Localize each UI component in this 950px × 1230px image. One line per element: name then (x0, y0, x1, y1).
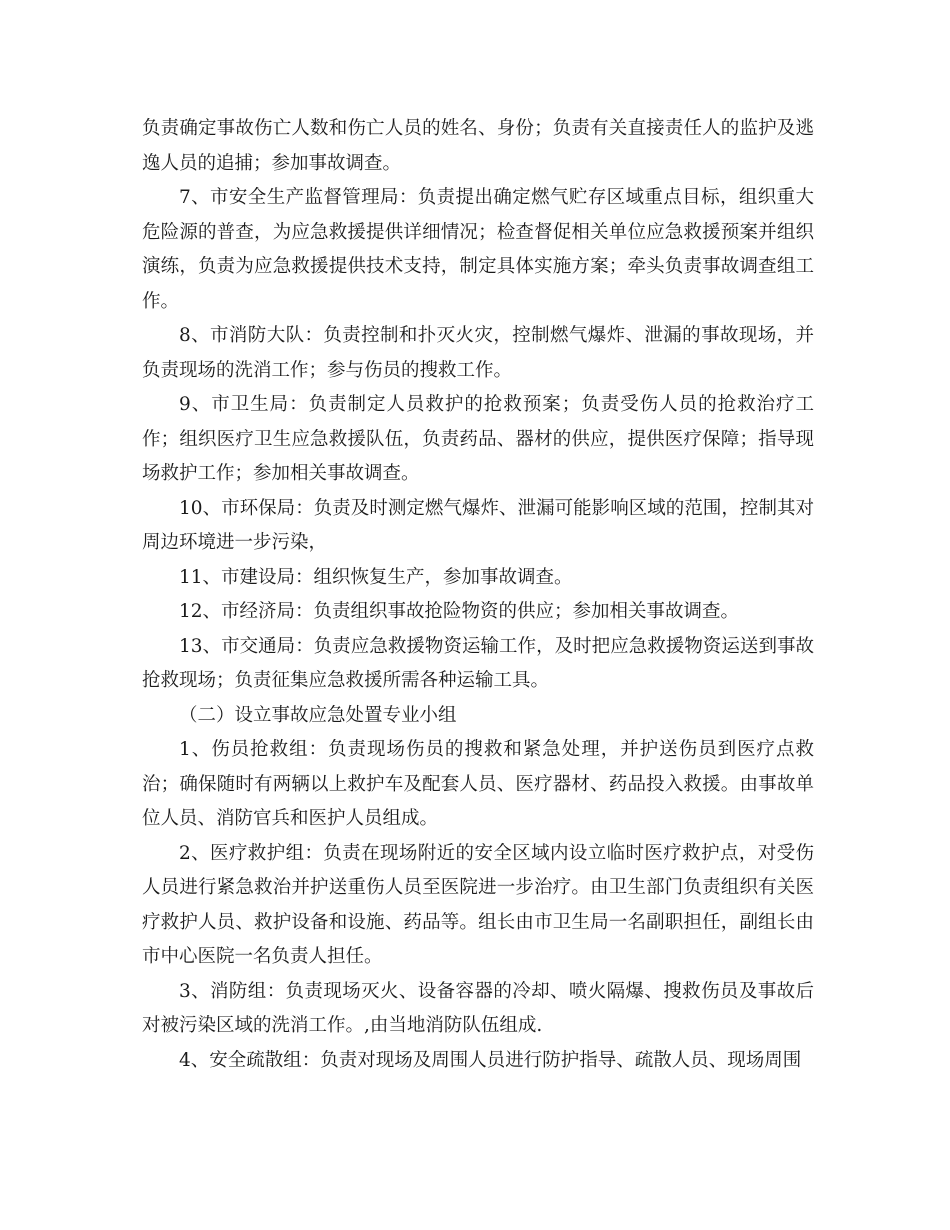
paragraph-item-11: 11、市建设局：组织恢复生产，参加事故调查。 (179, 566, 573, 588)
paragraph-item-12: 12、市经济局：负责组织事故抢险物资的供应；参加相关事故调查。 (179, 601, 740, 622)
paragraph-item-8: 8、市消防大队：负责控制和扑灭火灾，控制燃气爆炸、泄漏的事故现场，并负责现场的洗消工作；参与伤员的搜救工作。 (142, 325, 814, 381)
paragraph-item-9: 9、市卫生局：负责制定人员救护的抢救预案；负责受伤人员的抢救治疗工作；组织医疗卫生应急救援队伍，负责药品、器材的供应，提供医疗保障；指导现场救护工作；参加相关事故调查。 (142, 394, 814, 484)
paragraph-item-13: 13、市交通局：负责应急救援物资运输工作，及时把应急救援物资运送到事故抢救现场；负责征集应急救援所需各种运输工具。 (142, 635, 814, 691)
paragraph-group-4: 4、安全疏散组：负责对现场及周围人员进行防护指导、疏散人员、现场周围 (179, 1049, 802, 1071)
section-heading: （二）设立事故应急处置专业小组 (179, 704, 457, 726)
paragraph-item-7: 7、市安全生产监督管理局：负责提出确定燃气贮存区域重点目标，组织重大危险源的普查，为应急救援提供详细情况；检查督促相关单位应急救援预案并组织演练，负责为应急救援提供技术支持，制定具体实施方案；牵头负责事故调查组工作。 (142, 187, 814, 312)
paragraph-group-3: 3、消防组：负责现场灭火、设备容器的冷却、喷火隔爆、搜救伤员及事故后对被污染区域的洗消工作。,由当地消防队伍组成. (142, 980, 814, 1036)
paragraph-group-2: 2、医疗救护组：负责在现场附近的安全区域内设立临时医疗救护点，对受伤人员进行紧急救治并护送重伤人员至医院进一步治疗。由卫生部门负责组织有关医疗救护人员、救护设备和设施、药品等。组长由市卫生局一名副职担任，副组长由市中心医院一名负责人担任。 (142, 842, 814, 967)
paragraph-group-1: 1、伤员抢救组：负责现场伤员的搜救和紧急处理，并护送伤员到医疗点救治；确保随时有两辆以上救护车及配套人员、医疗器材、药品投入救援。由事故单位人员、消防官兵和医护人员组成。 (142, 739, 814, 829)
paragraph-item-10: 10、市环保局：负责及时测定燃气爆炸、泄漏可能影响区域的范围，控制其对周边环境进一步污染， (142, 497, 814, 553)
document-body (142, 112, 814, 1078)
paragraph-continuation: 负责确定事故伤亡人数和伤亡人员的姓名、身份；负责有关直接责任人的监护及逃逸人员的追捕；参加事故调查。 (142, 118, 814, 174)
